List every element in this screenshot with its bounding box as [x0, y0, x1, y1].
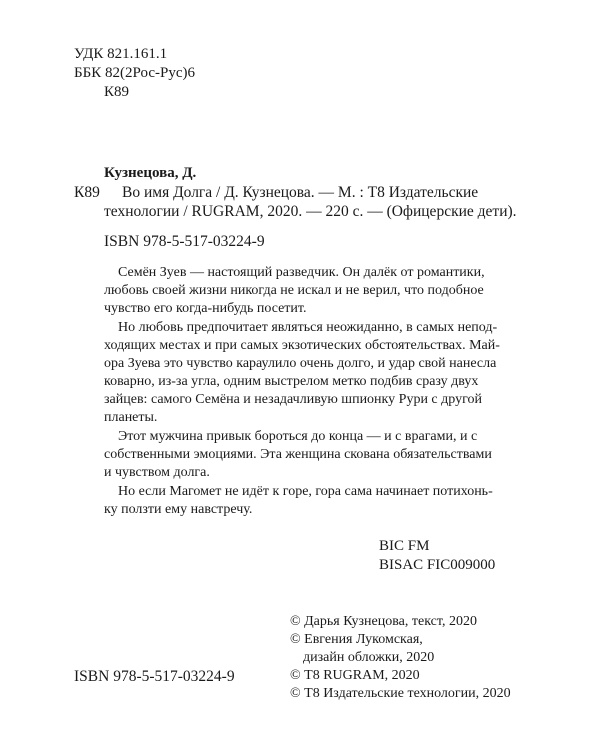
- bisac-code: BISAC FIC009000: [379, 557, 496, 573]
- author-name: Кузнецова, Д.: [104, 165, 197, 181]
- annotation-line: собственными эмоциями. Эта женщина скована обязательствами: [104, 447, 492, 462]
- copyright-line: © Евгения Лукомская,: [290, 632, 423, 647]
- bib-line-1: Во имя Долга / Д. Кузнецова. — М. : Т8 Издательские: [122, 184, 479, 201]
- annotation-line: и чувством долга.: [104, 465, 210, 480]
- annotation-line: Но любовь предпочитает являться неожиданно, в самых непод-: [118, 320, 498, 335]
- isbn-footer: ISBN 978-5-517-03224-9: [74, 668, 235, 685]
- copyright-line: © Дарья Кузнецова, текст, 2020: [290, 614, 477, 629]
- annotation-line: Этот мужчина привык бороться до конца — и с врагами, и с: [118, 429, 478, 444]
- annotation-line: Но если Магомет не идёт к горе, гора сама начинает потихонь-: [118, 484, 493, 499]
- bib-line-2: технологии / RUGRAM, 2020. — 220 с. — (Офицерские дети).: [104, 203, 517, 220]
- annotation-line: зайцев: самого Семёна и незадачливую шпионку Рури с другой: [104, 392, 482, 407]
- annotation-line: коварно, из-за угла, одним выстрелом метко подбив сразу двух: [104, 374, 479, 389]
- annotation-line: планеты.: [104, 410, 158, 425]
- author-mark: К89: [74, 184, 100, 201]
- copyright-line: © Т8 Издательские технологии, 2020: [290, 686, 511, 701]
- copyright-line: дизайн обложки, 2020: [303, 650, 435, 665]
- annotation-line: ку ползти ему навстречу.: [104, 502, 253, 517]
- annotation-line: чувство его когда-нибудь посетит.: [104, 301, 307, 316]
- isbn-main: ISBN 978-5-517-03224-9: [104, 233, 265, 250]
- udk-code: УДК 821.161.1: [74, 46, 168, 62]
- bbk-code: ББК 82(2Рос-Рус)6: [74, 65, 195, 81]
- annotation-line: Семён Зуев — настоящий разведчик. Он далёк от романтики,: [118, 265, 485, 280]
- annotation-line: ходящих местах и при самых экзотических обстоятельствах. Май-: [104, 338, 500, 353]
- annotation-line: любовь своей жизни никогда не искал и не верил, что подобное: [104, 283, 484, 298]
- annotation-line: ора Зуева это чувство караулило очень долго, и удар свой нанесла: [104, 356, 497, 371]
- bic-code: BIC FM: [379, 538, 430, 554]
- copyright-line: © Т8 RUGRAM, 2020: [290, 668, 420, 683]
- author-mark-header: К89: [104, 84, 130, 100]
